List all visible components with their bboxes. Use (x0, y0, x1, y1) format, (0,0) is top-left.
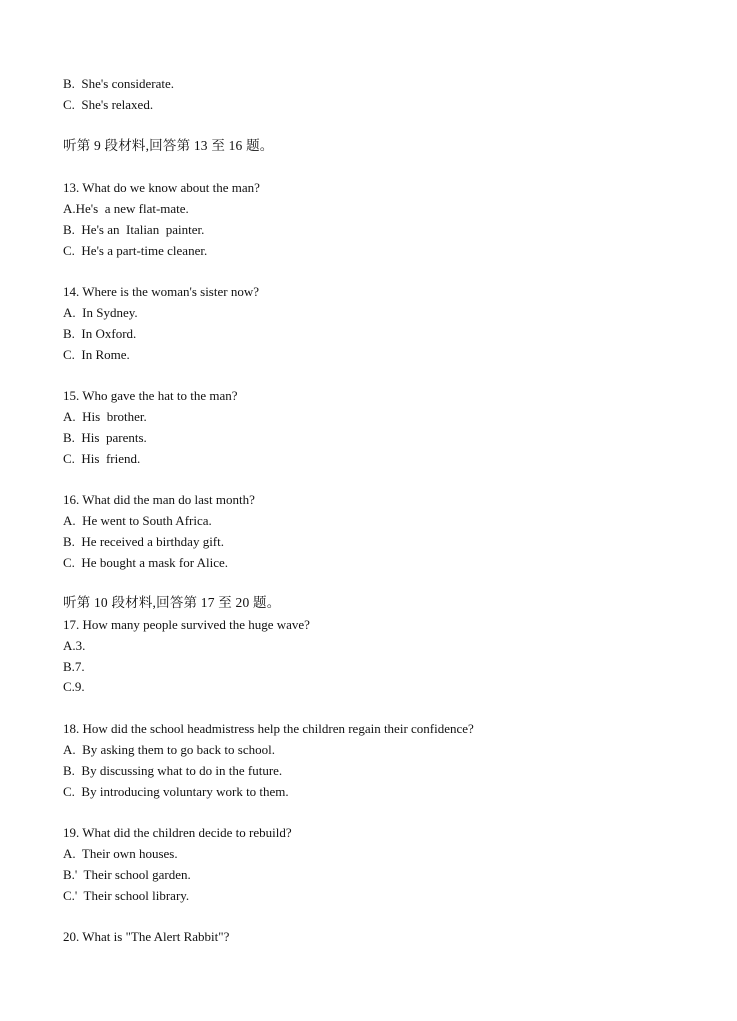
option-16c: C. He bought a mask for Alice. (63, 555, 228, 570)
option-13b: B. He's an Italian painter. (63, 222, 205, 237)
question-14: 14. Where is the woman's sister now? (63, 284, 259, 299)
option-15a: A. His brother. (63, 409, 147, 424)
question-17: 17. How many people survived the huge wave? (63, 617, 310, 632)
option-14b: B. In Oxford. (63, 326, 137, 341)
option-14a: A. In Sydney. (63, 305, 138, 320)
section-heading-9: 听第 9 段材料,回答第 13 至 16 题。 (63, 138, 274, 153)
option-13a: A.He's a new flat-mate. (63, 201, 189, 216)
option-16b: B. He received a birthday gift. (63, 534, 224, 549)
option-15b: B. His parents. (63, 430, 147, 445)
option-17b: B.7. (63, 659, 85, 674)
option-14c: C. In Rome. (63, 347, 130, 362)
option-19b: B.' Their school garden. (63, 867, 191, 882)
option-19c: C.' Their school library. (63, 888, 190, 903)
question-18: 18. How did the school headmistress help the children regain their confidence? (63, 721, 474, 736)
option-12b: B. She's considerate. (63, 76, 175, 91)
option-15c: C. His friend. (63, 451, 141, 466)
option-18c: C. By introducing voluntary work to them. (63, 784, 289, 799)
question-15: 15. Who gave the hat to the man? (63, 388, 238, 403)
option-18a: A. By asking them to go back to school. (63, 742, 275, 757)
option-17a: A.3. (63, 638, 86, 653)
section-heading-10: 听第 10 段材料,回答第 17 至 20 题。 (63, 595, 281, 610)
option-17c: C.9. (63, 679, 85, 694)
question-20: 20. What is "The Alert Rabbit"? (63, 929, 230, 944)
option-18b: B. By discussing what to do in the future. (63, 763, 283, 778)
option-12c: C. She's relaxed. (63, 97, 154, 112)
option-13c: C. He's a part-time cleaner. (63, 243, 208, 258)
option-19a: A. Their own houses. (63, 846, 178, 861)
option-16a: A. He went to South Africa. (63, 513, 212, 528)
question-16: 16. What did the man do last month? (63, 492, 255, 507)
question-13: 13. What do we know about the man? (63, 180, 260, 195)
question-19: 19. What did the children decide to rebuild? (63, 825, 292, 840)
